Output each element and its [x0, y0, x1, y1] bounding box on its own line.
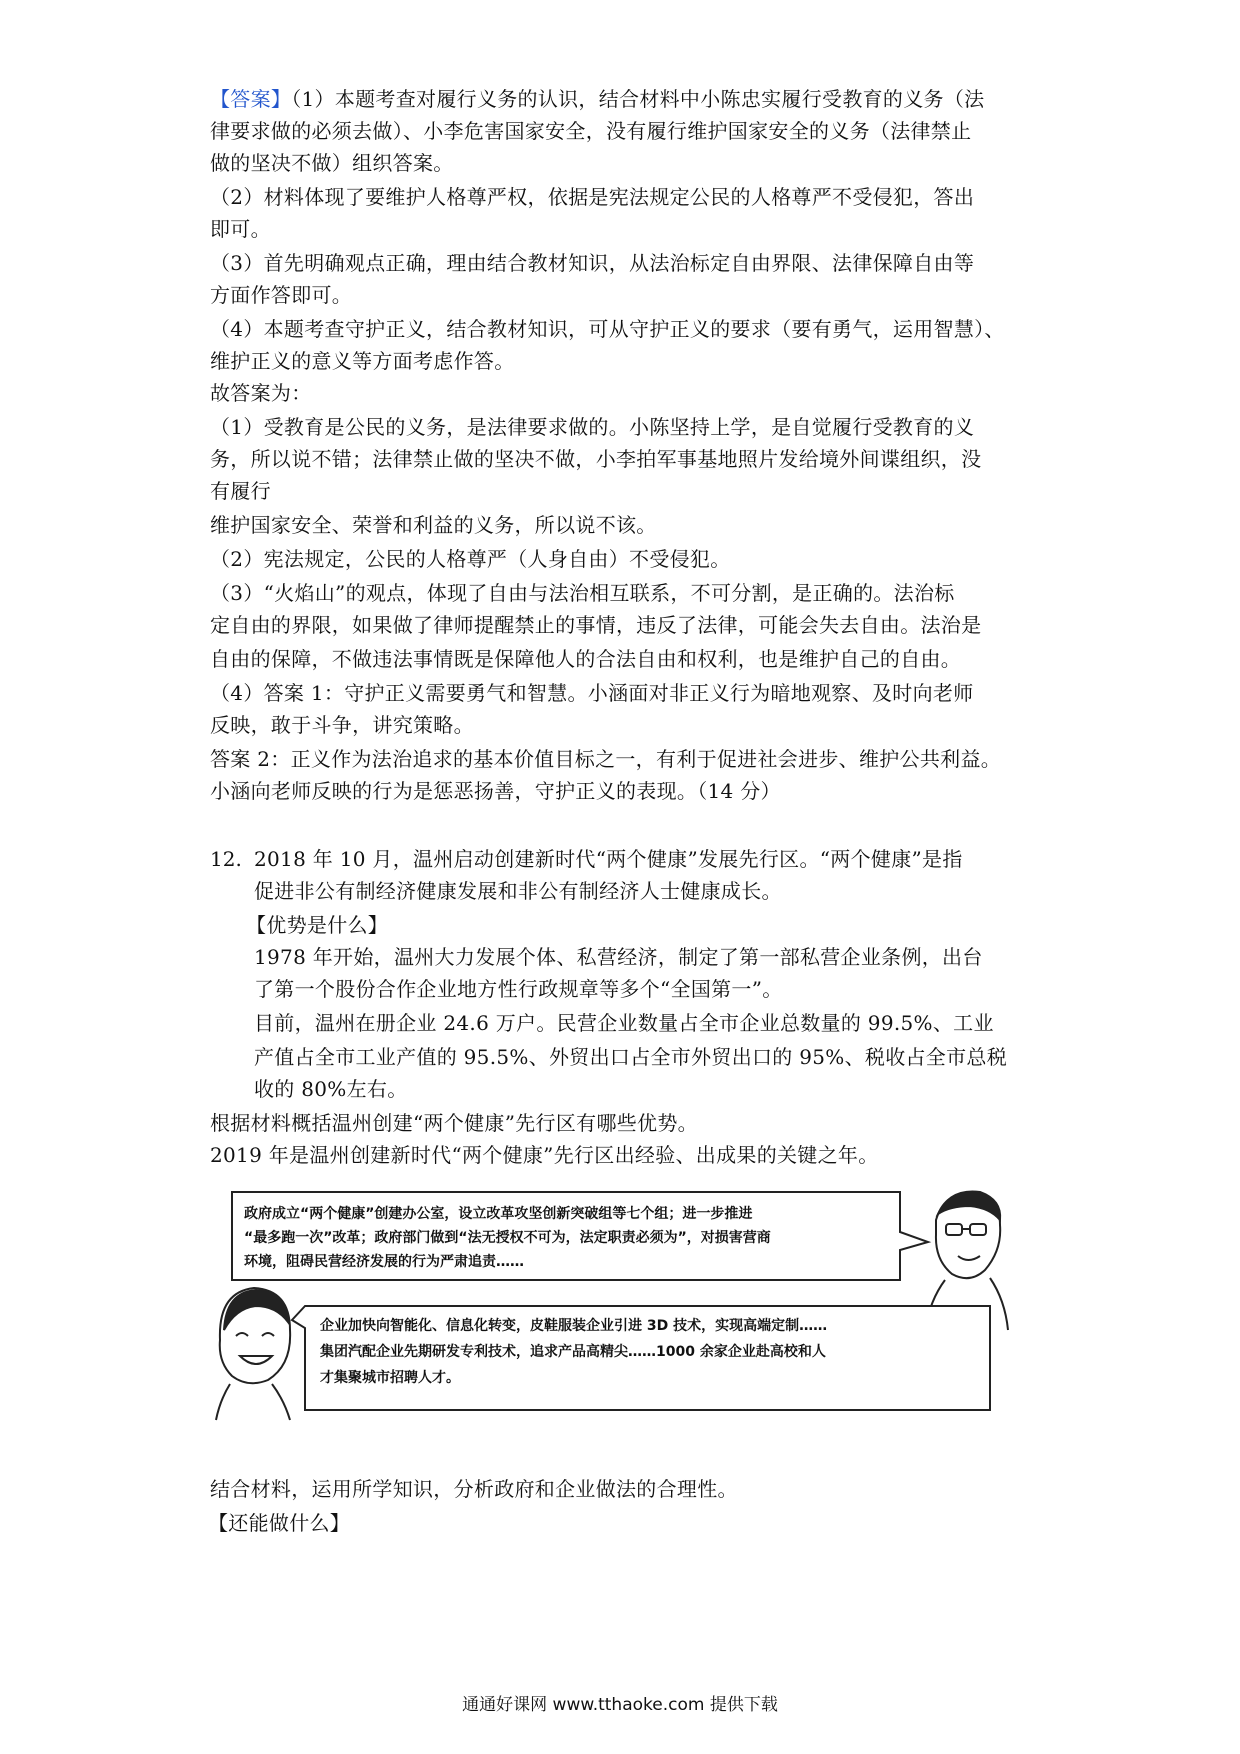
entrepreneur-caricature-icon [216, 1288, 290, 1420]
page-footer: 通通好课网 www.tthaoke.com 提供下载 [462, 1695, 778, 1715]
answer-line-11: （1）受教育是公民的义务，是法律要求做的。小陈坚持上学，是自觉履行受教育的义 [210, 415, 975, 439]
answer-line-5: 即可。 [210, 217, 271, 241]
answer-line-19: （4）答案 1：守护正义需要勇气和智慧。小涵面对非正义行为暗地观察、及时向老师 [210, 681, 974, 705]
answer-line-12: 务，所以说不错；法律禁止做的坚决不做，小李拍军事基地照片发给境外间谍组织，没 [210, 447, 982, 471]
answer-line-13: 有履行 [210, 479, 271, 503]
ent-bubble-line-1: 企业加快向智能化、信息化转变，皮鞋服装企业引进 3D 技术，实现高端定制…… [320, 1318, 828, 1334]
answer-line-21: 答案 2：正义作为法治追求的基本价值目标之一，有利于促进社会进步、维护公共利益。 [210, 747, 1002, 771]
section-title-what-else: 【还能做什么】 [208, 1511, 351, 1535]
q12-intro-2: 促进非公有制经济健康发展和非公有制经济人士健康成长。 [254, 879, 782, 903]
answer-line-9: 维护正义的意义等方面考虑作答。 [210, 349, 515, 373]
answer-line-2: 律要求做的必须去做）、小李危害国家安全，没有履行维护国家安全的义务（法律禁止 [210, 119, 972, 143]
answer-line-14: 维护国家安全、荣誉和利益的义务，所以说不该。 [210, 513, 657, 537]
answer-line-4: （2）材料体现了要维护人格尊严权，依据是宪法规定公民的人格尊严不受侵犯，答出 [210, 185, 975, 209]
prompt-1: 根据材料概括温州创建“两个健康”先行区有哪些优势。 [210, 1111, 698, 1135]
material-line-5: 收的 80%左右。 [254, 1077, 408, 1101]
prompt-2: 结合材料，运用所学知识，分析政府和企业做法的合理性。 [210, 1477, 738, 1501]
answer-line-17: 定自由的界限，如果做了律师提醒禁止的事情，违反了法律，可能会失去自由。法治是 [210, 613, 982, 637]
material-line-1: 1978 年开始，温州大力发展个体、私营经济，制定了第一部私营企业条例，出台 [254, 945, 983, 969]
answer-line-10: 故答案为： [210, 381, 312, 405]
section-title-advantages: 【优势是什么】 [246, 913, 389, 937]
answer-line-22: 小涵向老师反映的行为是惩恶扬善，守护正义的表现。（14 分） [210, 779, 781, 803]
gov-bubble-line-3: 环境，阻碍民营经济发展的行为严肃追责…… [244, 1254, 524, 1270]
material-line-3: 目前，温州在册企业 24.6 万户。民营企业数量占全市企业总数量的 99.5%、工业 [254, 1011, 994, 1035]
answer-line-6: （3）首先明确观点正确，理由结合教材知识，从法治标定自由界限、法律保障自由等 [210, 251, 975, 275]
gov-bubble-line-2: “最多跑一次”改革；政府部门做到“法无授权不可为，法定职责必须为”，对损害营商 [244, 1230, 771, 1246]
answer-line-8: （4）本题考查守护正义，结合教材知识，可从守护正义的要求（要有勇气，运用智慧）、 [210, 317, 1005, 341]
answer-line-20: 反映，敢于斗争，讲究策略。 [210, 713, 474, 737]
lead-2019: 2019 年是温州创建新时代“两个健康”先行区出经验、出成果的关键之年。 [210, 1143, 879, 1167]
answer-line-18: 自由的保障，不做违法事情既是保障他人的合法自由和权利，也是维护自己的自由。 [210, 647, 962, 671]
answer-line-16: （3）“火焰山”的观点，体现了自由与法治相互联系，不可分割，是正确的。法治标 [210, 581, 955, 605]
comic-illustration [210, 1180, 1010, 1430]
ent-bubble-line-2: 集团汽配企业先期研发专利技术，追求产品高精尖……1000 余家企业赴高校和人 [320, 1344, 826, 1360]
material-line-2: 了第一个股份合作企业地方性行政规章等多个“全国第一”。 [254, 977, 783, 1001]
answer-tag: 【答案】 [210, 87, 292, 111]
answer-line-7: 方面作答即可。 [210, 283, 353, 307]
answer-line-3: 做的坚决不做）组织答案。 [210, 151, 454, 175]
question-number: 12. [210, 847, 242, 871]
answer-line-1: 【答案】（1）本题考查对履行义务的认识，结合材料中小陈忠实履行受教育的义务（法 [210, 87, 985, 111]
ent-bubble-line-3: 才集聚城市招聘人才。 [320, 1370, 460, 1386]
gov-bubble-line-1: 政府成立“两个健康”创建办公室，设立改革攻坚创新突破组等七个组；进一步推进 [244, 1206, 753, 1222]
answer-line-15: （2）宪法规定，公民的人格尊严（人身自由）不受侵犯。 [210, 547, 731, 571]
q12-intro-1: 2018 年 10 月，温州启动创建新时代“两个健康”发展先行区。“两个健康”是指 [254, 847, 963, 871]
material-line-4: 产值占全市工业产值的 95.5%、外贸出口占全市外贸出口的 95%、税收占全市总税 [254, 1045, 1008, 1069]
